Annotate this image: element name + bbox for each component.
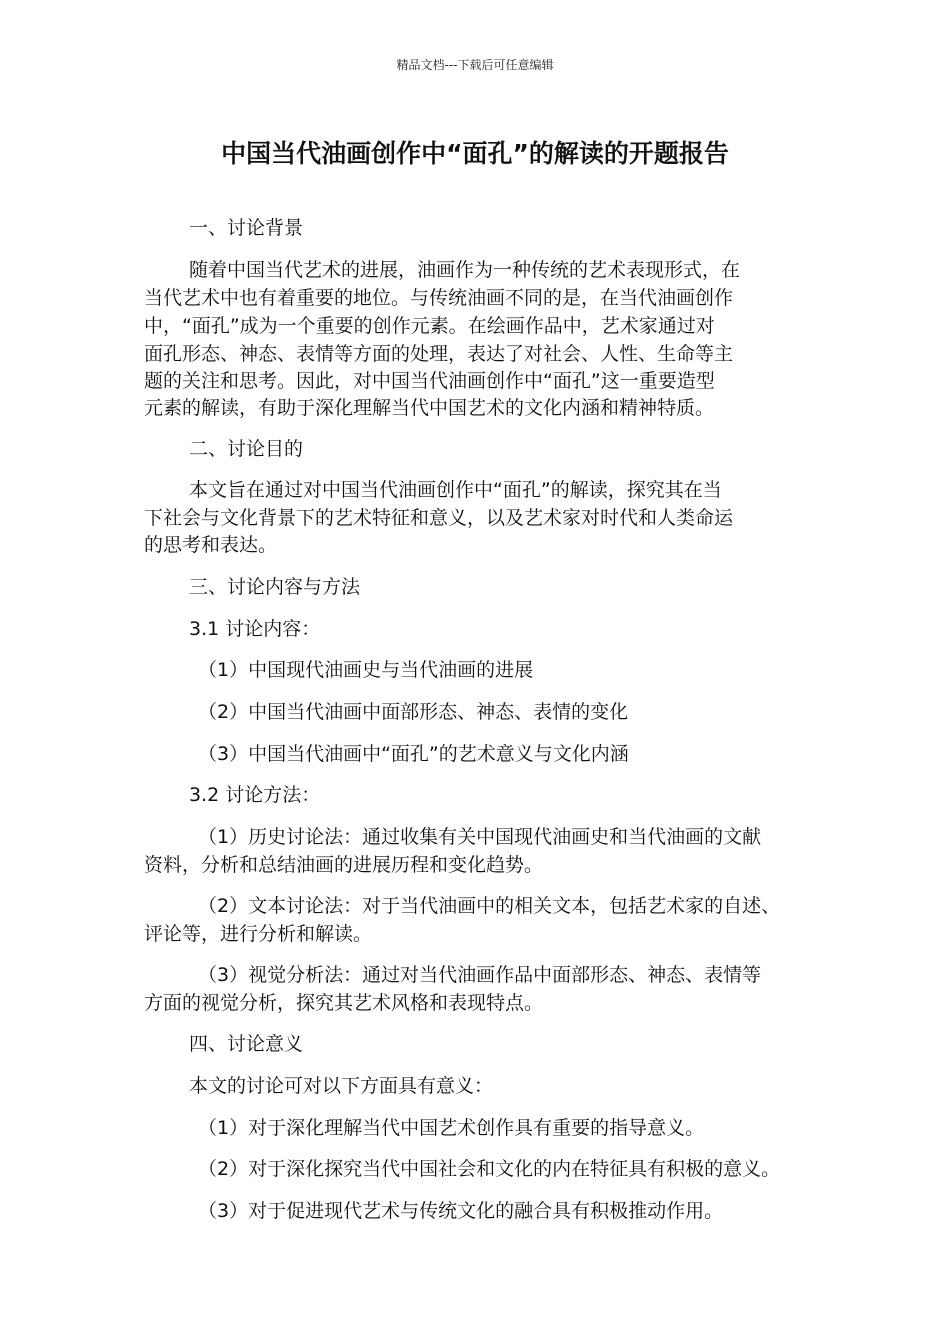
list-item: （1）中国现代油画史与当代油画的进展 <box>198 659 534 681</box>
list-item: （2）对于深化探究当代中国社会和文化的内在特征具有积极的意义。 <box>198 1158 781 1180</box>
paragraph-line: 随着中国当代艺术的进展，油画作为一种传统的艺术表现形式，在 <box>189 259 741 281</box>
paragraph-line: 面孔形态、神态、表情等方面的处理，表达了对社会、人性、生命等主 <box>144 343 734 365</box>
subsection-heading-method: 3.2 讨论方法： <box>189 784 321 806</box>
page-header: 精品文档---下载后可任意编辑 <box>396 58 554 72</box>
paragraph-line: 下社会与文化背景下的艺术特征和意义，以及艺术家对时代和人类命运 <box>144 507 734 529</box>
paragraph-line: （3）视觉分析法：通过对当代油画作品中面部形态、神态、表情等 <box>198 964 762 986</box>
paragraph-line: 方面的视觉分析，探究其艺术风格和表现特点。 <box>144 992 544 1014</box>
section-heading-significance: 四、讨论意义 <box>189 1033 304 1055</box>
paragraph-line: 中，“面孔”成为一个重要的创作元素。在绘画作品中，艺术家通过对 <box>144 315 715 337</box>
section-heading-content-method: 三、讨论内容与方法 <box>189 576 361 598</box>
paragraph-line: 题的关注和思考。因此，对中国当代油画创作中“面孔”这一重要造型 <box>144 370 715 392</box>
paragraph-line: 当代艺术中也有着重要的地位。与传统油画不同的是，在当代油画创作 <box>144 287 734 309</box>
paragraph-line: （1）历史讨论法：通过收集有关中国现代油画史和当代油画的文献 <box>198 826 762 848</box>
paragraph-line: 元素的解读，有助于深化理解当代中国艺术的文化内涵和精神特质。 <box>144 397 715 419</box>
paragraph-line: 的思考和表达。 <box>144 534 278 556</box>
list-item: （2）中国当代油画中面部形态、神态、表情的变化 <box>198 701 629 723</box>
list-item: （3）中国当代油画中“面孔”的艺术意义与文化内涵 <box>198 743 629 765</box>
paragraph-line: 资料，分析和总结油画的进展历程和变化趋势。 <box>144 854 544 876</box>
paragraph-line: 本文旨在通过对中国当代油画创作中“面孔”的解读，探究其在当 <box>189 479 722 501</box>
section-heading-background: 一、讨论背景 <box>189 217 304 239</box>
paragraph-line: （2）文本讨论法：对于当代油画中的相关文本，包括艺术家的自述、 <box>198 895 781 917</box>
list-item: （1）对于深化理解当代中国艺术创作具有重要的指导意义。 <box>198 1117 705 1139</box>
document-title: 中国当代油画创作中“面孔”的解读的开题报告 <box>221 139 729 168</box>
significance-intro: 本文的讨论可对以下方面具有意义： <box>189 1075 494 1097</box>
list-item: （3）对于促进现代艺术与传统文化的融合具有积极推动作用。 <box>198 1200 724 1222</box>
paragraph-line: 评论等，进行分析和解读。 <box>144 923 373 945</box>
section-heading-purpose: 二、讨论目的 <box>189 438 304 460</box>
subsection-heading-content: 3.1 讨论内容： <box>189 618 321 640</box>
